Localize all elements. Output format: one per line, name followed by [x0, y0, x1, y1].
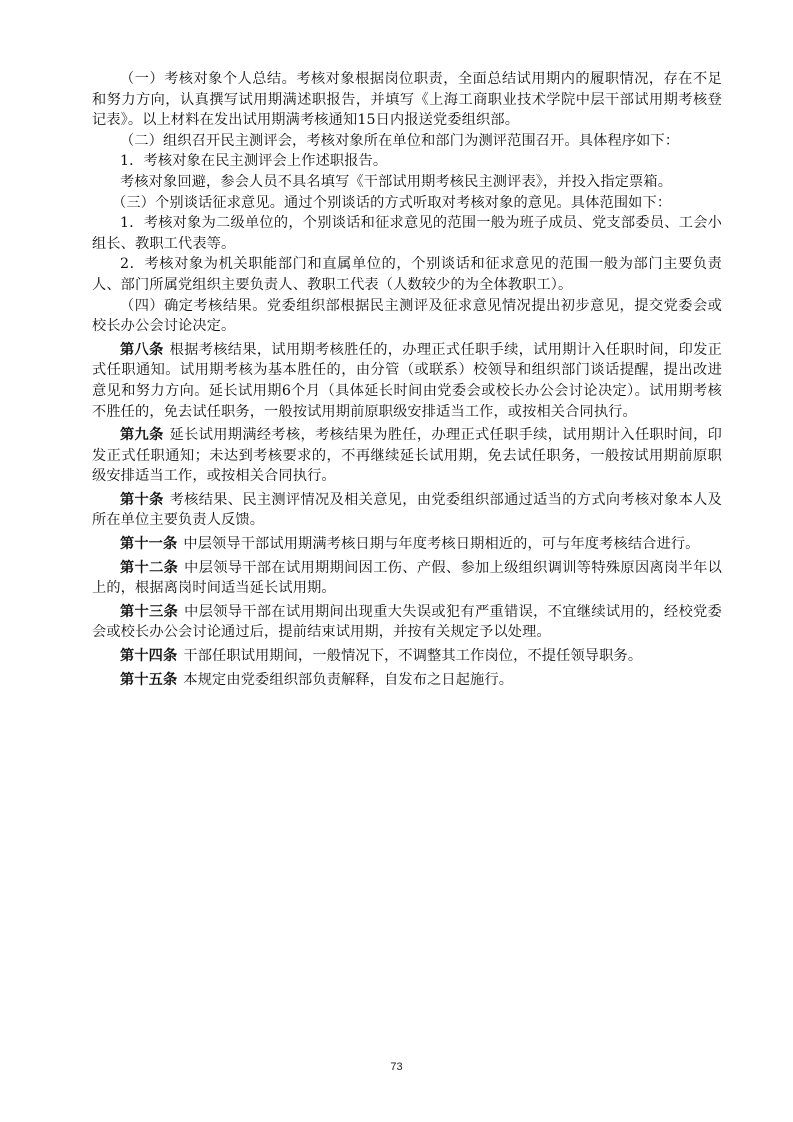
article-12	[92, 558, 722, 599]
article-heading: 第十一条	[120, 536, 178, 553]
article-10	[92, 490, 722, 531]
article-8	[92, 340, 722, 422]
article-heading: 第十三条	[120, 603, 179, 620]
document-body	[92, 69, 722, 690]
article-11	[92, 534, 722, 555]
article-text: 中层领导干部在试用期间出现重大失误或犯有严重错误，不宜继续试用的，经校党委会或校长办公会讨论通过后，提前结束试用期，并按有关规定予以处理。	[92, 603, 722, 641]
article-text: 根据考核结果，试用期考核胜任的，办理正式任职手续，试用期计入任职时间，印发正式任职通知。试用期考核为基本胜任的，由分管（或联系）校领导和组织部门谈话提醒，提出改进意见和努力方向。延长试用期6个月（具体延长时间由党委会或校长办公会讨论决定）。试用期考核不胜任的，免去试任职务，一般按试用期前原职级安排适当工作，或按相关合同执行。	[92, 341, 722, 420]
article-heading: 第十五条	[120, 671, 178, 688]
article-text: 延长试用期满经考核，考核结果为胜任，办理正式任职手续，试用期计入任职时间，印发正式任职通知；未达到考核要求的，不再继续延长试用期，免去试任职务，一般按试用期前原职级安排适当工作，或按相关合同执行。	[92, 427, 722, 485]
article-9	[92, 425, 722, 487]
article-text: 考核结果、民主测评情况及相关意见，由党委组织部通过适当的方式向考核对象本人及所在单位主要负责人反馈。	[92, 491, 722, 529]
paragraph-self-summary: （一）考核对象个人总结。考核对象根据岗位职责，全面总结试用期内的履职情况，存在不足和努力方向，认真撰写试用期满述职报告，并填写《上海工商职业技术学院中层干部试用期考核登记表》。以上材料在发出试用期满考核通知15日内报送党委组织部。	[92, 71, 722, 129]
article-13	[92, 602, 722, 643]
paragraph-determine-results: （四）确定考核结果。党委组织部根据民主测评及征求意见情况提出初步意见，提交党委会或校长办公会讨论决定。	[92, 297, 722, 335]
article-text: 本规定由党委组织部负责解释，自发布之日起施行。	[183, 671, 514, 688]
page-number: 73	[390, 1061, 403, 1073]
article-text: 中层领导干部试用期满考核日期与年度考核日期相近的，可与年度考核结合进行。	[183, 536, 700, 553]
article-15	[92, 670, 722, 691]
paragraph-democratic-evaluation: （二）组织召开民主测评会，考核对象所在单位和部门为测评范围召开。具体程序如下：	[120, 132, 680, 149]
article-heading: 第十四条	[120, 648, 178, 665]
article-heading: 第十二条	[120, 559, 179, 576]
article-heading: 第九条	[120, 427, 164, 444]
paragraph-evaluation-voting: 考核对象回避，参会人员不具名填写《干部试用期考核民主测评表》，并投入指定票箱。	[120, 173, 673, 190]
paragraph-evaluation-step-1: 1．考核对象在民主测评会上作述职报告。	[120, 153, 388, 170]
article-text: 中层领导干部在试用期期间因工伤、产假、参加上级组织调训等特殊原因离岗半年以上的，根据离岗时间适当延长试用期。	[92, 559, 722, 597]
paragraph-interview-scope-2: 2．考核对象为机关职能部门和直属单位的，个别谈话和征求意见的范围一般为部门主要负责人、部门所属党组织主要负责人、教职工代表（人数较少的为全体教职工）。	[92, 256, 722, 293]
article-text: 干部任职试用期间，一般情况下，不调整其工作岗位，不提任领导职务。	[183, 648, 643, 665]
article-heading: 第八条	[120, 341, 164, 358]
paragraph-individual-interviews: （三）个别谈话征求意见。通过个别谈话的方式听取对考核对象的意见。具体范围如下：	[112, 194, 672, 211]
article-14	[92, 646, 722, 667]
article-heading: 第十条	[120, 491, 164, 508]
paragraph-interview-scope-1: 1．考核对象为二级单位的，个别谈话和征求意见的范围一般为班子成员、党支部委员、工会小组长、教职工代表等。	[92, 215, 722, 252]
